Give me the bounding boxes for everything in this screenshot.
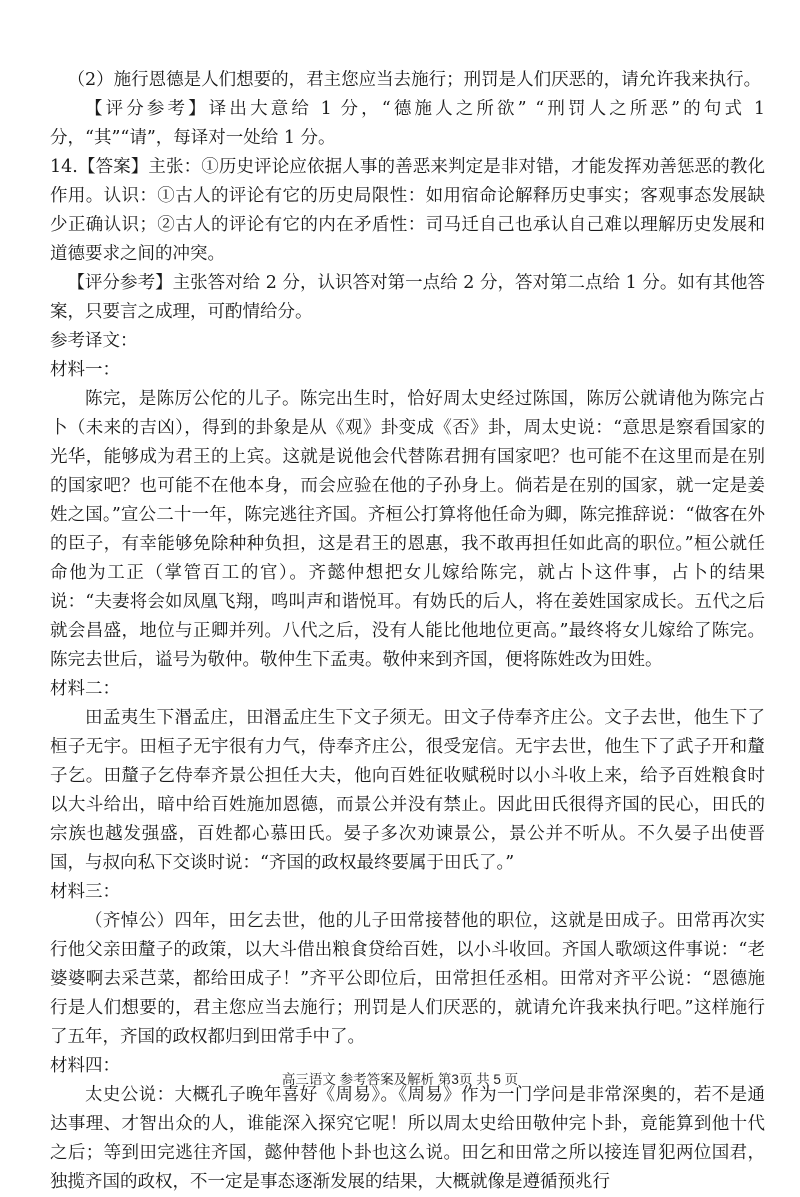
material-1-title: 材料一： [50, 360, 120, 380]
q14-scoring-note: 【评分参考】主张答对给 2 分，认识答对第一点给 2 分，答对第二点给 1 分。如有其他答案，只要言之成理，可酌情给分。 [50, 273, 765, 322]
material-3-title: 材料三： [50, 882, 120, 902]
answer-content [50, 66, 765, 1197]
page-footer: 高三语文 参考答案及解析 第3页 共 5 页 [281, 1072, 519, 1087]
translation-heading: 参考译文： [50, 331, 138, 351]
q13-scoring-note: 【评分参考】译出大意给 1 分，“德施人之所欲” “刑罚人之所恶”的句式 1 分，“其”“请”，每译对一处给 1 分。 [50, 99, 765, 148]
material-2-text: 田孟夷生下湣孟庄，田湣孟庄生下文子须无。田文子侍奉齐庄公。文子去世，他生下了桓子无宇。田桓子无宇很有力气，侍奉齐庄公，很受宠信。无宇去世，他生下了武子开和釐子乞。田釐子乞侍奉齐景公担任大夫，他向百姓征收赋税时以小斗收上来，给予百姓粮食时以大斗给出，暗中给百姓施加恩德，而景公并没有禁止。因此田氏很得齐国的民心，田氏的宗族也越发强盛，百姓都心慕田氏。晏子多次劝谏景公，景公并不听从。不久晏子出使晋国，与叔向私下交谈时说：“齐国的政权最终要属于田氏了。” [50, 708, 765, 873]
material-4-text: 太史公说：大概孔子晚年喜好《周易》。《周易》作为一门学问是非常深奥的，若不是通达事理、才智出众的人，谁能深入探究它呢！所以周太史给田敬仲完卜卦，竟能算到他十代之后；等到田完逃往齐国，懿仲替他卜卦也这么说。田乞和田常之所以接连冒犯两位国君，独揽齐国的政权，不一定是事态逐渐发展的结果，大概就像是遵循预兆行 [50, 1085, 765, 1192]
material-3-text: （齐悼公）四年，田乞去世，他的儿子田常接替他的职位，这就是田成子。田常再次实行他父亲田釐子的政策，以大斗借出粮食贷给百姓，以小斗收回。齐国人歌颂这件事说：“老婆婆啊去采芑菜，都给田成子！”齐平公即位后，田常担任丞相。田常对齐平公说：“恩德施行是人们想要的，君主您应当去施行；刑罚是人们厌恶的，就请允许我来执行吧。”这样施行了五年，齐国的政权都归到田常手中了。 [50, 911, 765, 1047]
q14-answer: 14.【答案】主张：①历史评论应依据人事的善恶来判定是非对错，才能发挥劝善惩恶的教化作用。认识：①古人的评论有它的历史局限性：如用宿命论解释历史事实；客观事态发展缺少正确认识；②古人的评论有它的内在矛盾性：司马迁自己也承认自己难以理解历史发展和道德要求之间的冲突。 [50, 157, 765, 264]
material-1-text: 陈完，是陈厉公佗的儿子。陈完出生时，恰好周太史经过陈国，陈厉公就请他为陈完占卜（未来的吉凶），得到的卦象是从《观》卦变成《否》卦，周太史说：“意思是察看国家的光华，能够成为君王的上宾。这就是说他会代替陈君拥有国家吧？也可能不在这里而是在别的国家吧？也可能不在他本身，而会应验在他的子孙身上。倘若是在别的国家，就一定是姜姓之国。”宣公二十一年，陈完逃往齐国。齐桓公打算将他任命为卿，陈完推辞说：“做客在外的臣子，有幸能够免除种种负担，这是君王的恩惠，我不敢再担任如此高的职位。”桓公就任命他为工正（掌管百工的官）。齐懿仲想把女儿嫁给陈完，就占卜这件事，占卜的结果说：“夫妻将会如凤凰飞翔，鸣叫声和谐悦耳。有妫氏的后人，将在姜姓国家成长。五代之后就会昌盛，地位与正卿并列。八代之后，没有人能比他地位更高。”最终将女儿嫁给了陈完。陈完去世后，谥号为敬仲。敬仲生下孟夷。敬仲来到齐国，便将陈姓改为田姓。 [50, 389, 765, 670]
material-4-title: 材料四： [50, 1056, 120, 1076]
q13-part2-answer: （2）施行恩德是人们想要的，君主您应当去施行；刑罚是人们厌恶的，请允许我来执行。 [67, 70, 762, 90]
material-2-title: 材料二： [50, 679, 120, 699]
